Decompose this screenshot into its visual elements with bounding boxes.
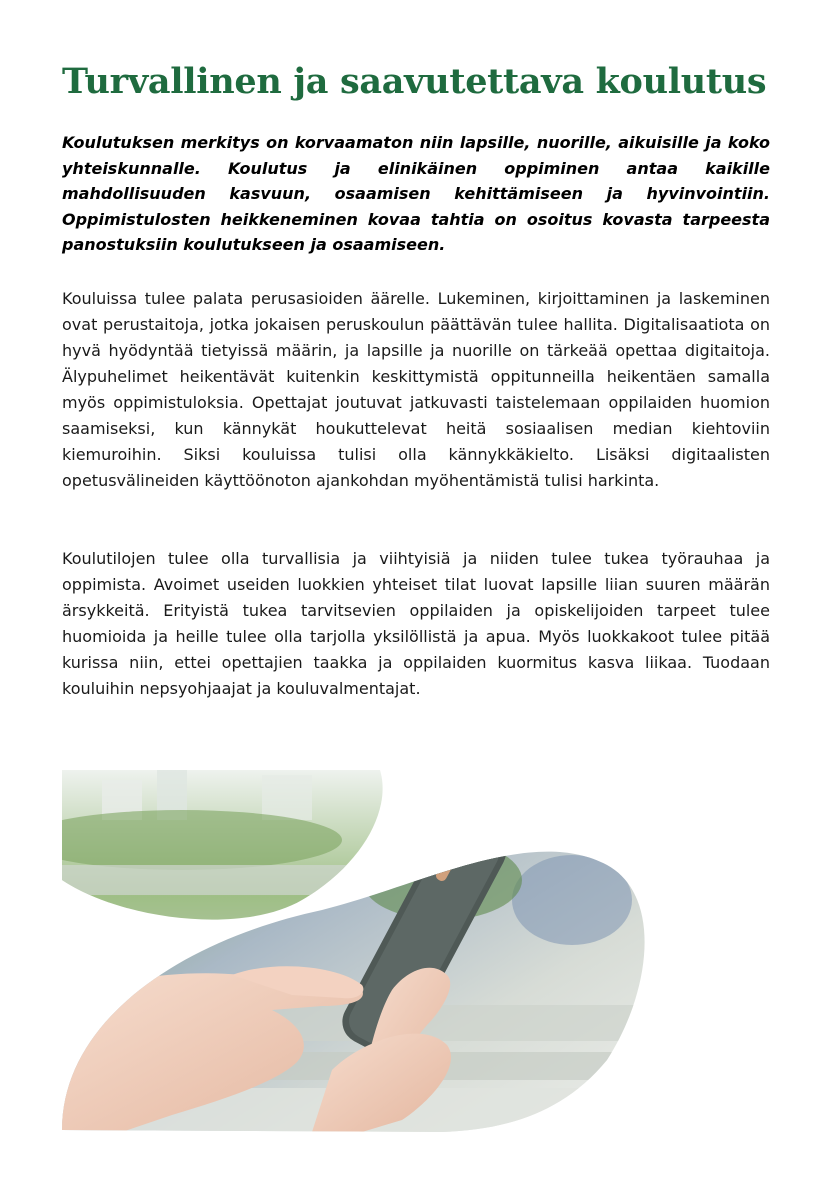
body-paragraph: Koulutilojen tulee olla turvallisia ja viihtyisiä ja niiden tulee tukea työrauhaa ja oppimista. Avoimet useiden luokkien yhteiset tilat luovat lapsille liian suuren määrän ärsykkeitä. Erityistä tukea tarvitsevien oppilaiden ja opiskelijoiden tarpeet tulee huomioida ja heille tulee olla tarjolla yksilöllistä ja apua. Myös luokkakoot tulee pitää kurissa niin, ettei opettajien taakka ja oppilaiden kuormitus kasva liikaa. Tuodaan kouluihin nepsyohjaajat ja kouluvalmentajat. <box>62 549 770 698</box>
page-title: Turvallinen ja saavutettava koulutus <box>62 61 767 102</box>
body-paragraph: Kouluissa tulee palata perusasioiden äärelle. Lukeminen, kirjoittaminen ja laskeminen ovat perustaitoja, jotka jokaisen peruskoulun päättävän tulee hallita. Digitalisaatiota on hyvä hyödyntää tietyissä määrin, ja lapsille ja nuorille on tärkeää opettaa digitaitoja. Älypuhelimet heikentävät kuitenkin keskittymistä oppitunneilla heikentäen samalla myös oppimistuloksia. Opettajat joutuvat jatkuvasti taistelemaan oppilaiden huomion saamiseksi, kun kännykät houkuttelevat heitä sosiaalisen median kiehtoviin kiemuroihin. Siksi kouluissa tulisi olla kännykkäkielto. Lisäksi digitaalisten opetusvälineiden käyttöönoton ajankohdan myöhentämistä tulisi harkinta. <box>62 289 770 490</box>
lead-paragraph: Koulutuksen merkitys on korvaamaton niin lapsille, nuorille, aikuisille ja koko yhteiskunnalle. Koulutus ja elinikäinen oppiminen antaa kaikille mahdollisuuden kasvuun, osaamisen kehittämiseen ja hyvinvointiin. Oppimistulosten heikkeneminen kovaa tahtia on osoitus kovasta tarpeesta panostuksiin koulutukseen ja osaamiseen. <box>62 133 770 254</box>
smartphone-photo <box>62 770 652 1132</box>
